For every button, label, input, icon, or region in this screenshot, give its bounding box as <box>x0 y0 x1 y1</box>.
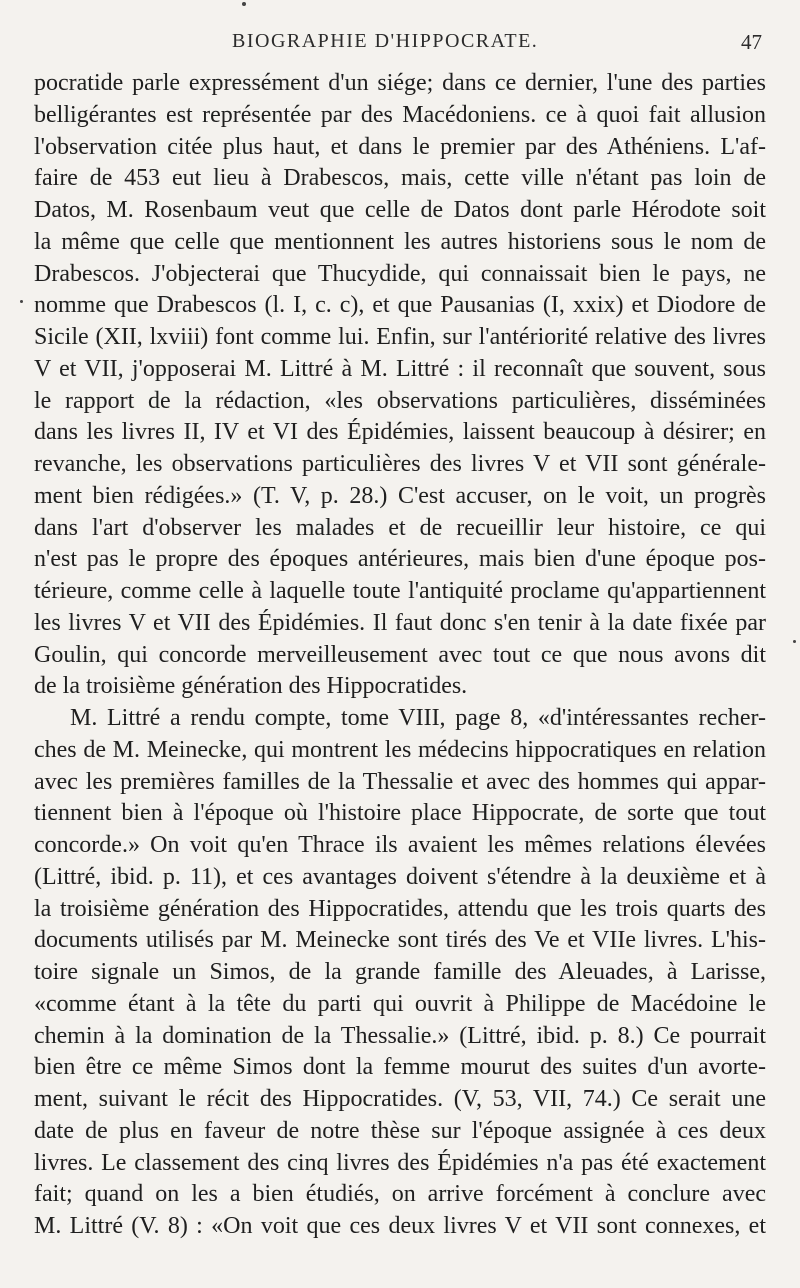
text-line: dans les livres II, IV et VI des Épidémies, laissent beaucoup à désirer; en <box>34 419 766 446</box>
text-line: nomme que Drabescos (l. I, c. c), et que Pausanias (I, xxix) et Diodore de <box>34 292 766 319</box>
text-line: toire signale un Simos, de la grande famille des Aleuades, à Larisse, <box>34 959 766 985</box>
print-speck <box>20 300 23 303</box>
text-line: térieure, comme celle à laquelle toute l'antiquité proclame qu'appartiennent <box>34 578 766 604</box>
page-number: 47 <box>741 30 762 54</box>
text-line: M. Littré (V. 8) : «On voit que ces deux livres V et VII sont connexes, et <box>34 1213 766 1239</box>
text-line: n'est pas le propre des époques antérieures, mais bien d'une époque pos- <box>34 546 766 573</box>
text-line: bien être ce même Simos dont la femme mourut des suites d'un avorte- <box>34 1054 766 1081</box>
print-speck <box>242 2 246 6</box>
text-line: revanche, les observations particulières des livres V et VII sont générale- <box>34 451 766 477</box>
text-line: dans l'art d'observer les malades et de recueillir leur histoire, ce qui <box>34 514 766 541</box>
text-line: date de plus en faveur de notre thèse sur l'époque assignée à ces deux <box>34 1117 766 1144</box>
text-line: faire de 453 eut lieu à Drabescos, mais, cette ville n'étant pas loin de <box>34 165 766 192</box>
text-line: ches de M. Meinecke, qui montrent les médecins hippocratiques en relation <box>34 736 766 763</box>
text-line: avec les premières familles de la Thessalie et avec des hommes qui appar- <box>34 768 766 795</box>
text-line: la troisième génération des Hippocratides, attendu que les trois quarts des <box>34 895 766 922</box>
page-header <box>0 30 800 60</box>
text-line: Goulin, qui concorde merveilleusement avec tout ce que nous avons dit <box>34 641 766 668</box>
text-line: l'observation citée plus haut, et dans le premier par des Athéniens. L'af- <box>34 133 766 160</box>
text-line: la même que celle que mentionnent les autres historiens sous le nom de <box>34 228 766 255</box>
text-line: concorde.» On voit qu'en Thrace ils avaient les mêmes relations élevées <box>34 832 766 858</box>
text-line: belligérantes est représentée par des Macédoniens. ce à quoi fait allusion <box>34 101 766 128</box>
text-line: pocratide parle expressément d'un siége; dans ce dernier, l'une des parties <box>34 70 766 96</box>
text-line: le rapport de la rédaction, «les observations particulières, disséminées <box>34 387 766 414</box>
text-line: (Littré, ibid. p. 11), et ces avantages doivent s'étendre à la deuxième et à <box>34 863 766 890</box>
text-line: Drabescos. J'objecterai que Thucydide, qui connaissait bien le pays, ne <box>34 260 766 287</box>
text-line: ment bien rédigées.» (T. V, p. 28.) C'est accuser, on le voit, un progrès <box>34 482 766 509</box>
text-line: ment, suivant le récit des Hippocratides. (V, 53, VII, 74.) Ce serait une <box>34 1086 766 1112</box>
text-line: V et VII, j'opposerai M. Littré à M. Littré : il reconnaît que souvent, sous <box>34 355 766 382</box>
text-line: chemin à la domination de la Thessalie.» (Littré, ibid. p. 8.) Ce pourrait <box>34 1022 766 1049</box>
text-line: livres. Le classement des cinq livres des Épidémies n'a pas été exactement <box>34 1149 766 1176</box>
text-line: tiennent bien à l'époque où l'histoire place Hippocrate, de sorte que tout <box>34 800 766 827</box>
text-line: les livres V et VII des Épidémies. Il faut donc s'en tenir à la date fixée par <box>34 609 766 636</box>
text-line: «comme étant à la tête du parti qui ouvrit à Philippe de Macédoine le <box>34 990 766 1017</box>
paragraph-first-line: M. Littré a rendu compte, tome VIII, page 8, «d'intéressantes recher- <box>70 705 766 731</box>
running-title: BIOGRAPHIE D'HIPPOCRATE. <box>232 30 539 52</box>
text-line: de la troisième génération des Hippocratides. <box>34 673 468 700</box>
text-line: Sicile (XII, lxviii) font comme lui. Enfin, sur l'antériorité relative des livres <box>34 324 766 350</box>
text-line: Datos, M. Rosenbaum veut que celle de Datos dont parle Hérodote soit <box>34 197 766 223</box>
text-line: documents utilisés par M. Meinecke sont tirés des Ve et VIIe livres. L'his- <box>34 927 766 954</box>
print-speck <box>793 640 796 643</box>
text-line: fait; quand on les a bien étudiés, on arrive forcément à conclure avec <box>34 1181 766 1208</box>
body-text <box>34 68 766 1243</box>
